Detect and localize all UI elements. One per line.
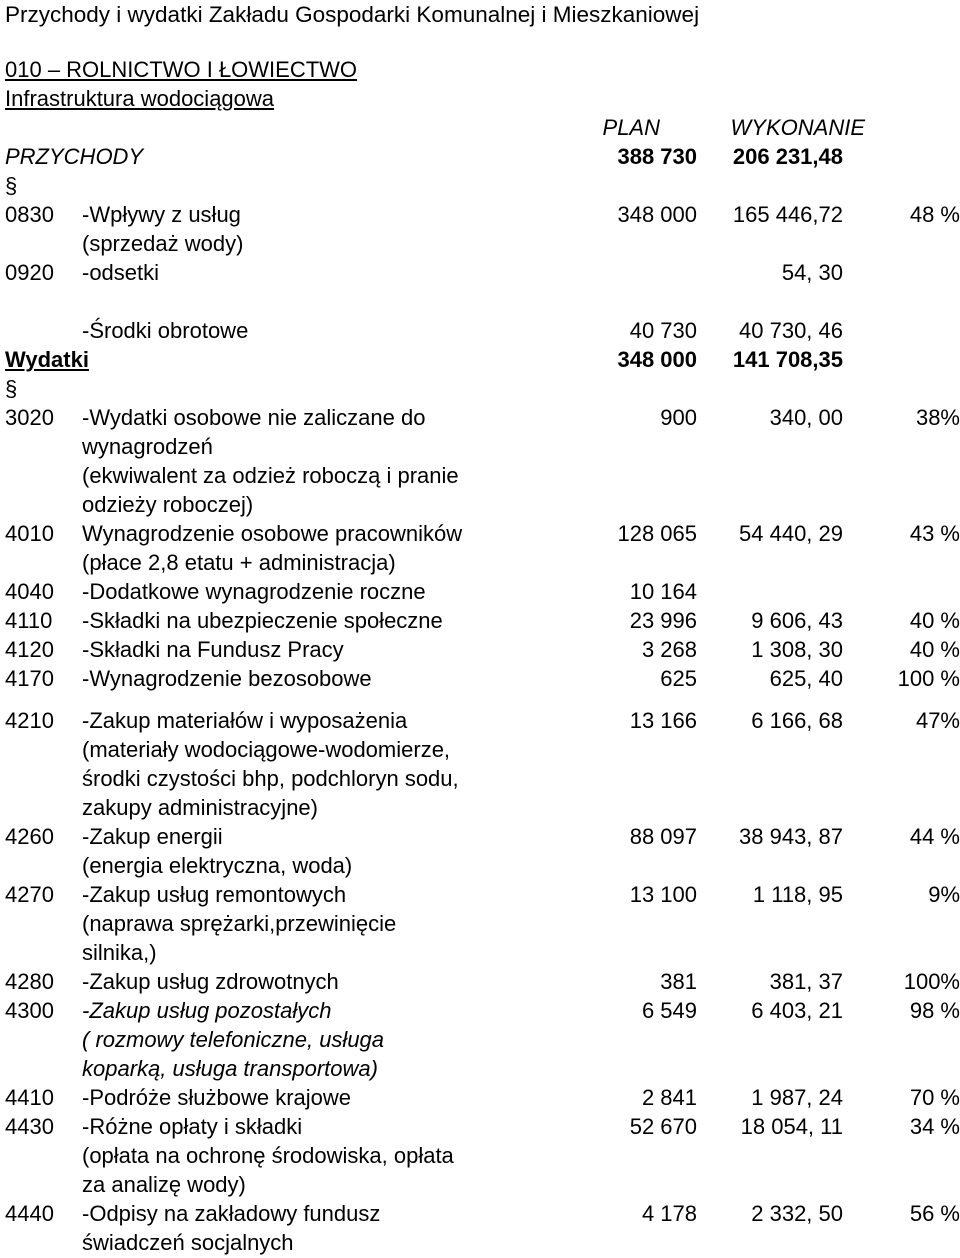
expense-row	[0, 764, 960, 793]
expense-plan: 4 178	[641, 1201, 697, 1226]
expense-row	[0, 432, 960, 461]
expense-plan: 3 268	[641, 637, 697, 662]
expense-desc: (opłata na ochronę środowiska, opłata	[82, 1143, 454, 1168]
income-desc: (sprzedaż wody)	[82, 231, 244, 256]
expense-desc: (materiały wodociągowe-wodomierze,	[82, 737, 451, 762]
expense-desc: -Zakup usług pozostałych	[82, 998, 332, 1023]
income-desc: -Wpływy z usług	[82, 202, 241, 227]
income-row	[0, 200, 960, 229]
expense-wyk: 54 440, 29	[739, 521, 843, 546]
expense-desc: (energia elektryczna, woda)	[82, 853, 353, 878]
expense-pct: 44 %	[909, 824, 960, 849]
expense-desc: -Zakup energii	[82, 824, 223, 849]
expense-row	[0, 880, 960, 909]
income-plan: 40 730	[629, 318, 697, 343]
expense-row	[0, 1199, 960, 1228]
expense-code: 3020	[5, 405, 54, 430]
expense-plan: 900	[660, 405, 697, 430]
column-header-plan: PLAN	[602, 115, 660, 140]
expense-plan: 13 100	[629, 882, 697, 907]
expense-desc: -Odpisy na zakładowy fundusz	[82, 1201, 381, 1226]
section-name-line: Infrastruktura wodociągowa	[5, 86, 275, 111]
expense-code: 4210	[5, 708, 54, 733]
expense-code: 4430	[5, 1114, 54, 1139]
expense-plan: 52 670	[629, 1114, 697, 1139]
expense-plan: 381	[660, 969, 697, 994]
expense-wyk: 38 943, 87	[739, 824, 843, 849]
expense-code: 4280	[5, 969, 54, 994]
przychody-total-row	[0, 142, 960, 171]
expense-pct: 38%	[915, 405, 960, 430]
wydatki-total-row	[0, 345, 960, 374]
expense-code: 4110	[5, 608, 53, 633]
expense-desc: -Podróże służbowe krajowe	[82, 1085, 352, 1110]
expense-desc: -Zakup materiałów i wyposażenia	[82, 708, 408, 733]
expense-row	[0, 851, 960, 880]
przychody-wykonanie: 206 231,48	[732, 144, 843, 169]
expense-wyk: 381, 37	[769, 969, 843, 994]
expense-row	[0, 403, 960, 432]
income-desc: -odsetki	[82, 260, 160, 285]
expense-row	[0, 1054, 960, 1083]
expense-pct: 70 %	[909, 1085, 960, 1110]
income-pct: 48 %	[909, 202, 960, 227]
expense-row	[0, 664, 960, 693]
expense-code: 4170	[5, 666, 54, 691]
expense-wyk: 340, 00	[769, 405, 843, 430]
expense-desc: -Różne opłaty i składki	[82, 1114, 303, 1139]
expense-desc: -Wynagrodzenie bezosobowe	[82, 666, 372, 691]
income-row	[0, 258, 960, 287]
expense-desc: świadczeń socjalnych	[82, 1230, 294, 1255]
expense-desc: -Dodatkowe wynagrodzenie roczne	[82, 579, 426, 604]
przychody-plan: 388 730	[617, 144, 697, 169]
income-wyk: 54, 30	[781, 260, 843, 285]
section-code-line: 010 – ROLNICTWO I ŁOWIECTWO	[5, 57, 358, 82]
expense-row	[0, 996, 960, 1025]
section-heading	[5, 55, 357, 113]
wydatki-plan: 348 000	[617, 347, 697, 372]
expense-wyk: 625, 40	[769, 666, 843, 691]
expense-desc: (ekwiwalent za odzież roboczą i pranie	[82, 463, 459, 488]
expense-desc: Wynagrodzenie osobowe pracowników	[82, 521, 463, 546]
income-code: 0920	[5, 260, 54, 285]
expense-pct: 47%	[915, 708, 960, 733]
expense-plan: 128 065	[617, 521, 697, 546]
expense-row	[0, 938, 960, 967]
expense-row	[0, 1112, 960, 1141]
income-wyk: 40 730, 46	[739, 318, 843, 343]
expense-desc: -Składki na ubezpieczenie społeczne	[82, 608, 443, 633]
expense-row	[0, 1141, 960, 1170]
column-header-wykonanie: WYKONANIE	[730, 115, 865, 140]
paragraph-symbol-income: §	[5, 173, 18, 198]
expense-wyk: 2 332, 50	[751, 1201, 843, 1226]
expense-row	[0, 519, 960, 548]
przychody-label: PRZYCHODY	[5, 144, 144, 169]
expense-row	[0, 548, 960, 577]
expense-code: 4120	[5, 637, 54, 662]
expense-wyk: 9 606, 43	[751, 608, 843, 633]
expense-pct: 98 %	[909, 998, 960, 1023]
expense-code: 4270	[5, 882, 54, 907]
expense-row	[0, 1170, 960, 1199]
expense-wyk: 6 166, 68	[751, 708, 843, 733]
expense-code: 4040	[5, 579, 54, 604]
expense-desc: (naprawa sprężarki,przewinięcie	[82, 911, 397, 936]
income-desc: -Środki obrotowe	[82, 318, 249, 343]
income-plan: 348 000	[617, 202, 697, 227]
expense-pct: 100%	[903, 969, 960, 994]
expense-row	[0, 967, 960, 996]
expense-plan: 2 841	[641, 1085, 697, 1110]
expense-desc: -Zakup usług zdrowotnych	[82, 969, 339, 994]
income-wyk: 165 446,72	[732, 202, 843, 227]
expense-row	[0, 822, 960, 851]
expense-pct: 40 %	[909, 637, 960, 662]
expense-wyk: 1 308, 30	[751, 637, 843, 662]
expense-pct: 34 %	[909, 1114, 960, 1139]
expense-plan: 625	[660, 666, 697, 691]
expense-row	[0, 577, 960, 606]
expense-desc: (płace 2,8 etatu + administracja)	[82, 550, 396, 575]
expense-desc: koparką, usługa transportowa)	[82, 1056, 378, 1081]
expense-desc: zakupy administracyjne)	[82, 795, 318, 820]
expense-desc: ( rozmowy telefoniczne, usługa	[82, 1027, 385, 1052]
expense-plan: 13 166	[629, 708, 697, 733]
expense-wyk: 1 987, 24	[751, 1085, 843, 1110]
expense-code: 4010	[5, 521, 54, 546]
expense-plan: 23 996	[629, 608, 697, 633]
expense-desc: wynagrodzeń	[82, 434, 213, 459]
expense-row	[0, 735, 960, 764]
expense-row	[0, 706, 960, 735]
expense-pct: 40 %	[909, 608, 960, 633]
expense-row	[0, 1228, 960, 1257]
expense-wyk: 1 118, 95	[752, 882, 843, 907]
expense-wyk: 18 054, 11	[740, 1114, 843, 1139]
expense-code: 4260	[5, 824, 54, 849]
paragraph-symbol-expenses: §	[5, 376, 18, 401]
expense-row	[0, 1025, 960, 1054]
expense-code: 4440	[5, 1201, 54, 1226]
expense-pct: 100 %	[897, 666, 960, 691]
expense-plan: 10 164	[629, 579, 697, 604]
expense-pct: 56 %	[909, 1201, 960, 1226]
expense-plan: 88 097	[629, 824, 697, 849]
expense-desc: silnika,)	[82, 940, 157, 965]
expense-row	[0, 793, 960, 822]
expense-row	[0, 909, 960, 938]
expense-desc: odzieży roboczej)	[82, 492, 254, 517]
expense-desc: -Składki na Fundusz Pracy	[82, 637, 344, 662]
expense-plan: 6 549	[641, 998, 697, 1023]
expense-row	[0, 1083, 960, 1112]
expense-row	[0, 490, 960, 519]
income-row	[0, 229, 960, 258]
expense-pct: 43 %	[909, 521, 960, 546]
expense-code: 4300	[5, 998, 54, 1023]
expense-row	[0, 461, 960, 490]
expense-code: 4410	[5, 1085, 54, 1110]
wydatki-wykonanie: 141 708,35	[732, 347, 843, 372]
wydatki-label: Wydatki	[5, 347, 89, 372]
document-title: Przychody i wydatki Zakładu Gospodarki Komunalnej i Mieszkaniowej	[5, 2, 700, 27]
expense-row	[0, 606, 960, 635]
income-code: 0830	[5, 202, 54, 227]
expense-row	[0, 635, 960, 664]
expense-desc: środki czystości bhp, podchloryn sodu,	[82, 766, 459, 791]
expense-pct: 9%	[928, 882, 960, 907]
expense-desc: -Zakup usług remontowych	[82, 882, 347, 907]
expense-wyk: 6 403, 21	[751, 998, 843, 1023]
expense-desc: za analizę wody)	[82, 1172, 246, 1197]
expense-desc: -Wydatki osobowe nie zaliczane do	[82, 405, 426, 430]
income-row	[0, 316, 960, 345]
